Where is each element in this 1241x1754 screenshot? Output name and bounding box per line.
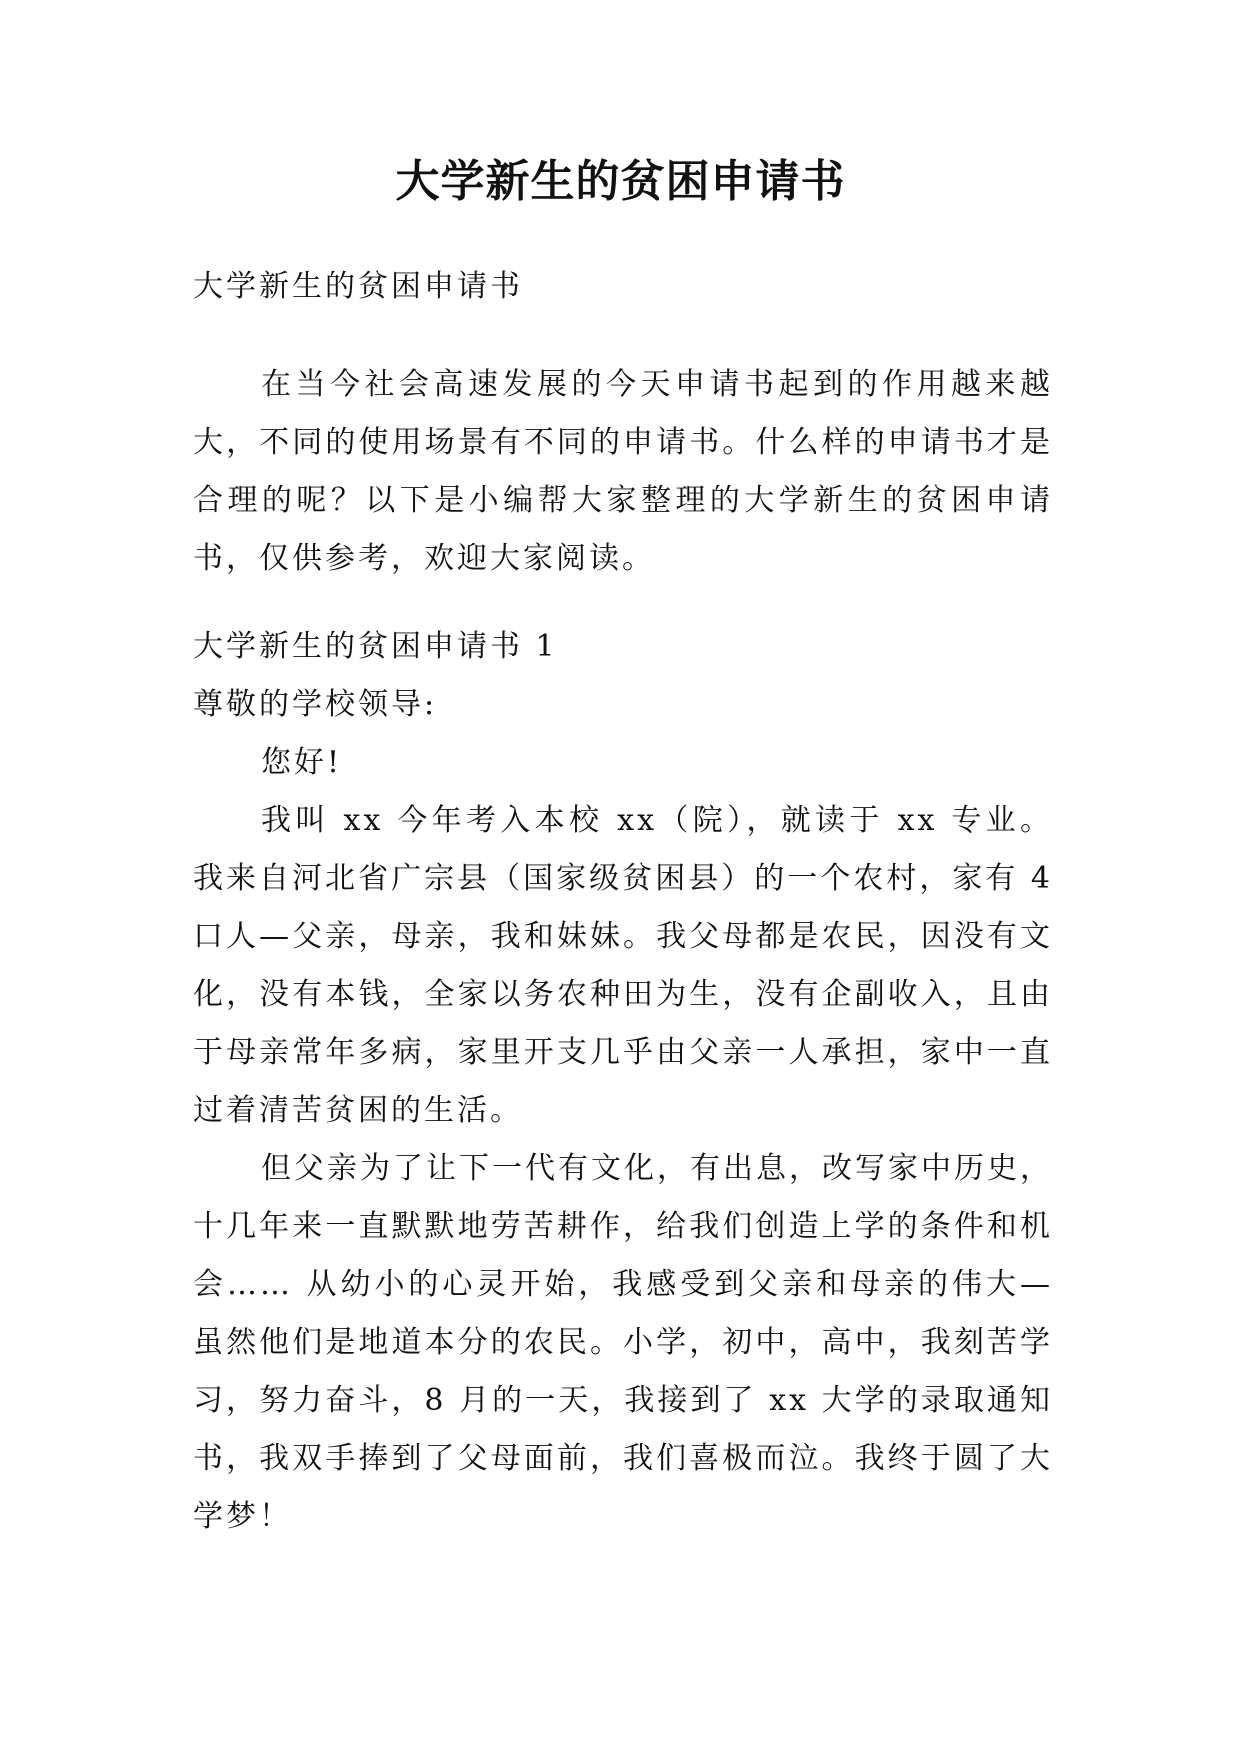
document-title: 大学新生的贫困申请书 (395, 156, 846, 207)
salutation: 尊敬的学校领导: (193, 687, 438, 722)
letter-block (193, 618, 1053, 1546)
intro-block (193, 356, 1053, 588)
section-heading: 大学新生的贫困申请书 1 (193, 629, 558, 664)
intro-paragraph: 在当今社会高速发展的今天申请书起到的作用越来越大，不同的使用场景有不同的申请书。什么样的申请书才是合理的呢？以下是小编帮大家整理的大学新生的贫困申请书，仅供参考，欢迎大家阅读。 (193, 367, 1053, 576)
letter-paragraph-2: 但父亲为了让下一代有文化，有出息，改写家中历史，十几年来一直默默地劳苦耕作，给我们创造上学的条件和机会…… 从幼小的心灵开始，我感受到父亲和母亲的伟大—虽然他们是地道本分的农民。小学，初中，高中，我刻苦学习，努力奋斗，8 月的一天，我接到了 xx 大学的录取通知书，我双手捧到了父母面前，我们喜极而泣。我终于圆了大学梦！ (193, 1151, 1053, 1534)
letter-paragraph-1: 我叫 xx 今年考入本校 xx（院），就读于 xx 专业。我来自河北省广宗县（国家级贫困县）的一个农村，家有 4 口人—父亲，母亲，我和妹妹。我父母都是农民，因没有文化，没有本钱，全家以务农种田为生，没有企副收入，且由于母亲常年多病，家里开支几乎由父亲一人承担，家中一直过着清苦贫困的生活。 (193, 803, 1053, 1128)
greeting: 您好! (261, 745, 343, 780)
document-subtitle: 大学新生的贫困申请书 (193, 269, 523, 304)
